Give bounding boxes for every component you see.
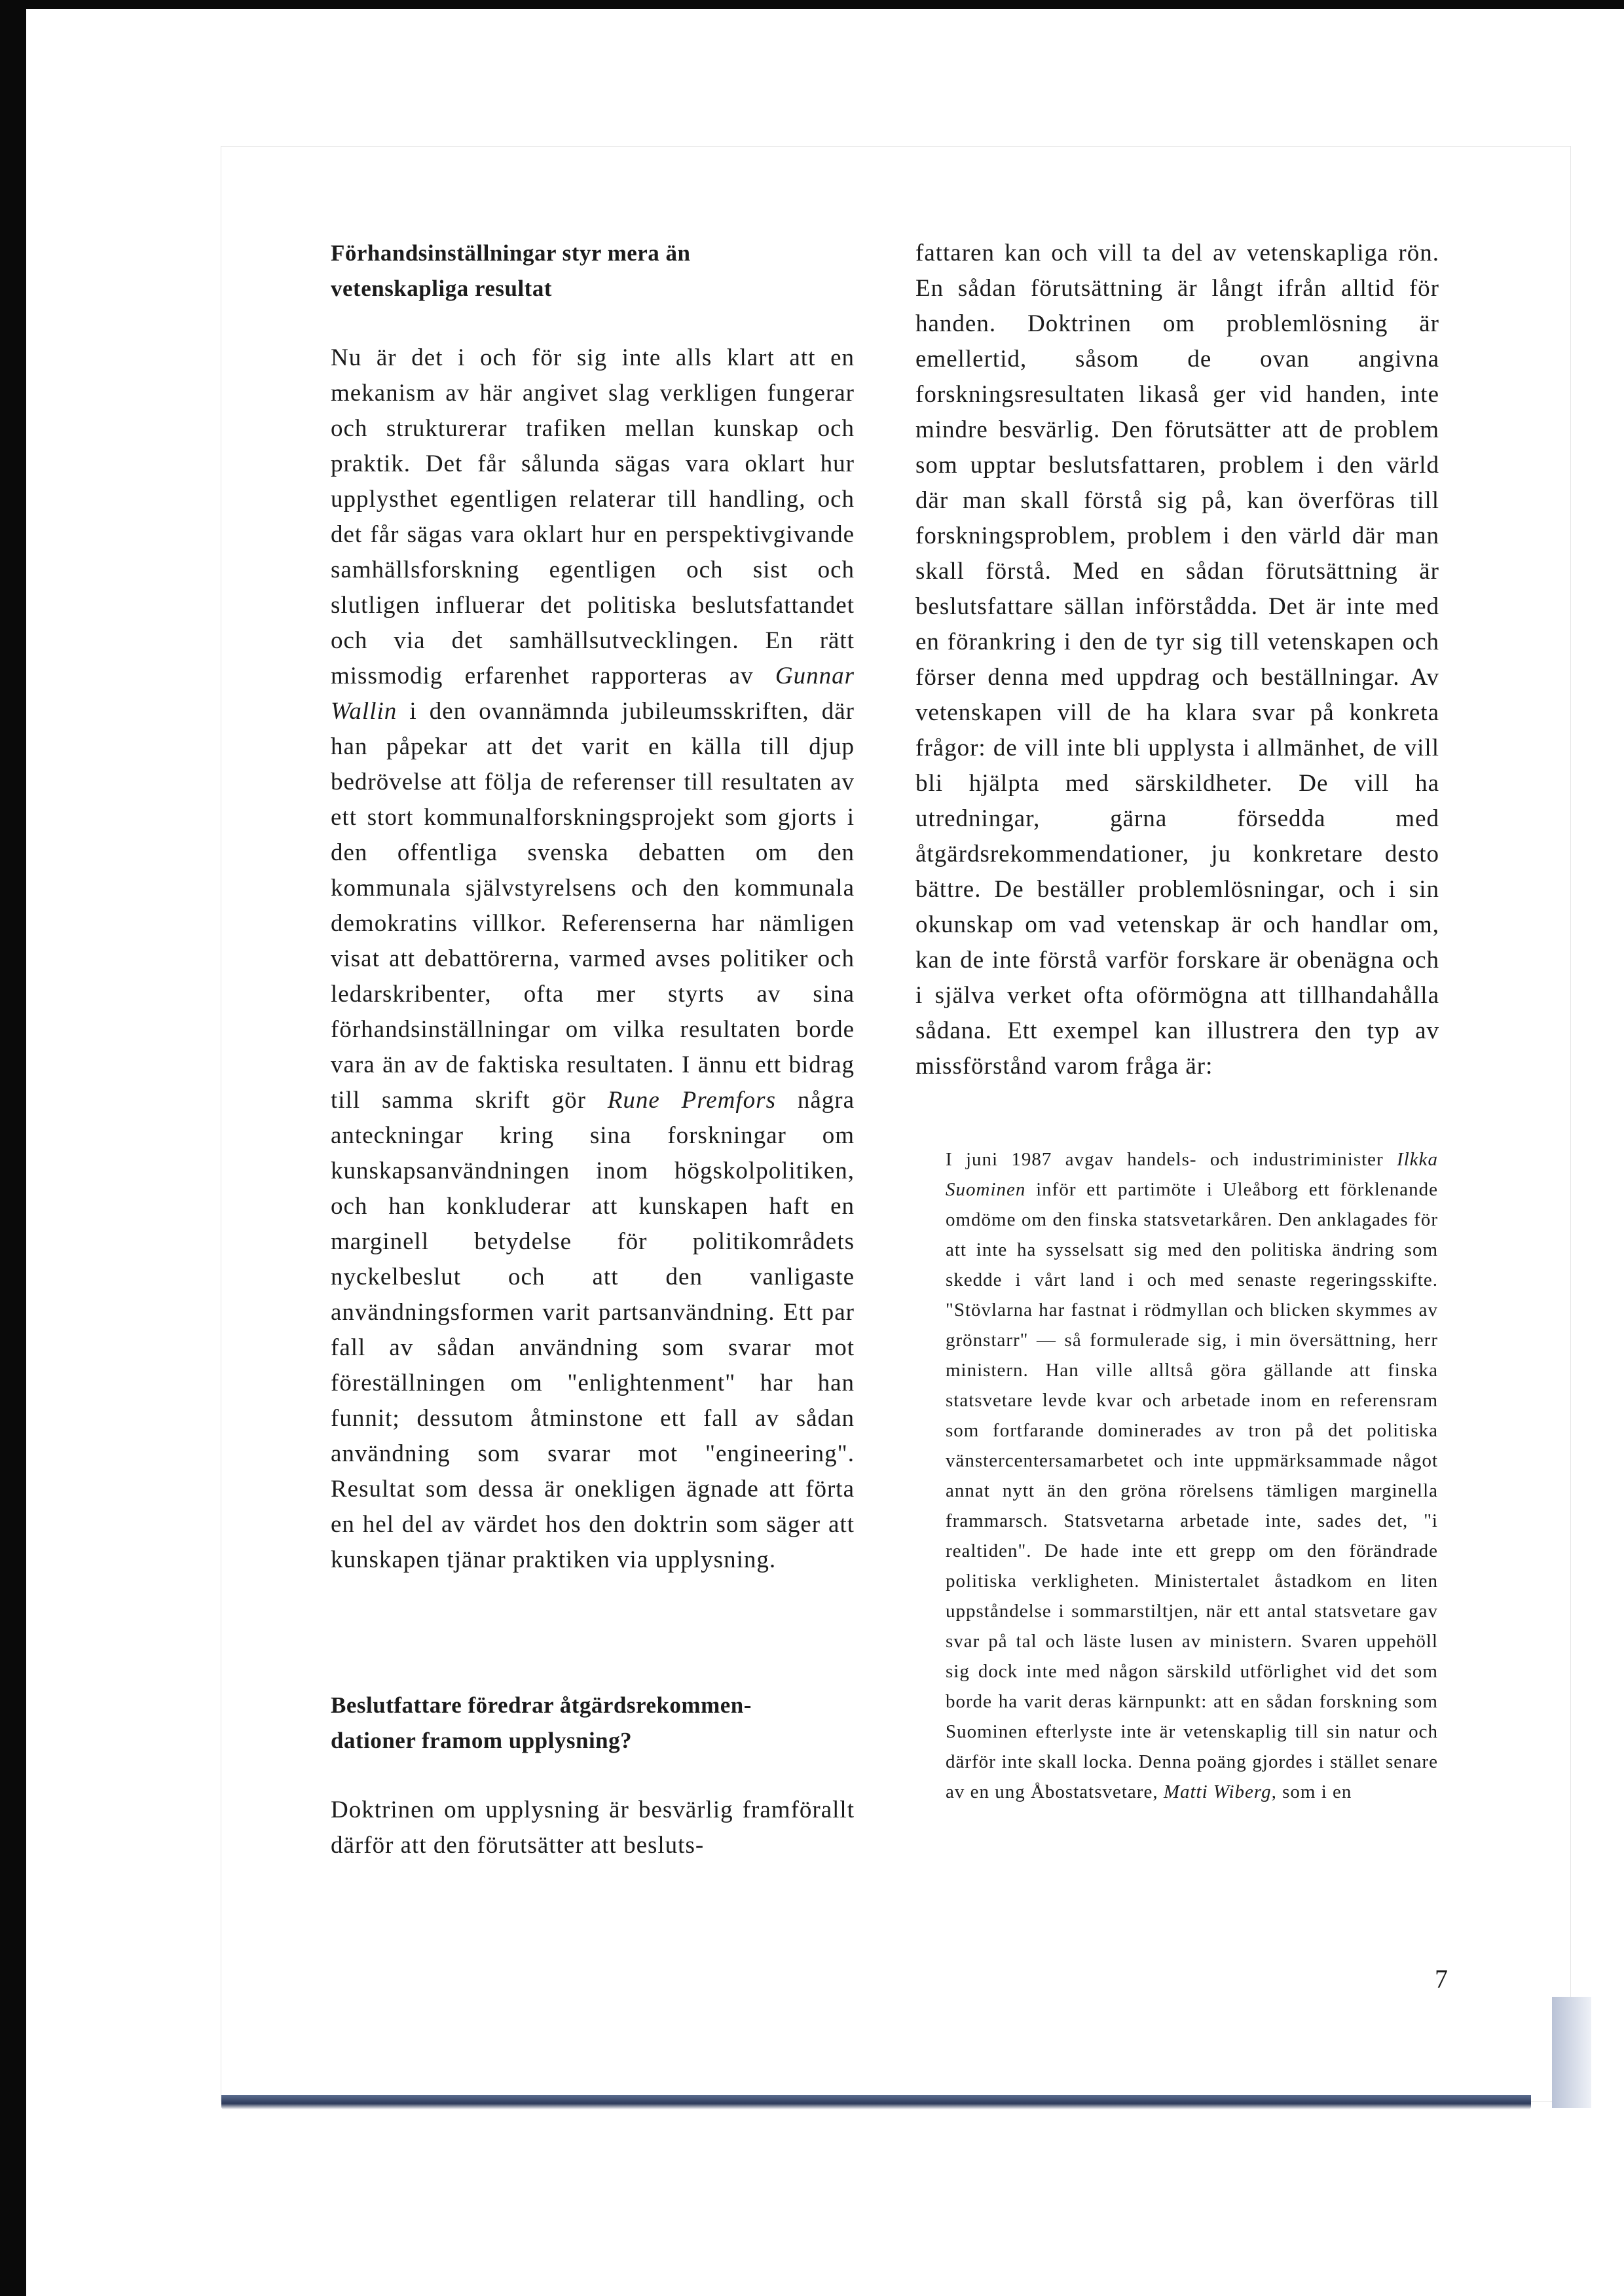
quoted-block [915, 1144, 1439, 1807]
scanner-edge-left [0, 0, 26, 2296]
quote-name-suominen: Ilkka Suominen [946, 1149, 1438, 1200]
quote-part1: I juni 1987 avgav handels- och industriminister [946, 1149, 1384, 1170]
section2-paragraph: Doktrinen om upplysning är besvärlig framförallt därför att den förutsätter att besluts- [331, 1796, 855, 1859]
author-name-premfors: Rune Premfors [607, 1087, 776, 1114]
page-curl-shadow [1552, 1997, 1591, 2108]
right-column-paragraph: fattaren kan och vill ta del av vetenskapliga rön. En sådan förutsättning är långt ifrån alltid för handen. Doktrinen om problemlösning är emellertid, såsom de ovan angivna forskningsresultaten likaså ger vid handen, inte mindre besvärlig. Den förutsätter att de problem som upptar beslutsfattaren, problem i den värld där man skall förstå sig på, kan överföras till forskningsproblem, problem i den värld där man skall förstå. Med en sådan förutsättning är beslutsfattare sällan införstådda. Det är inte med en förankring i den de tyr sig till vetenskapen och förser denna med uppdrag och beställningar. Av vetenskapen vill de ha klara svar på konkreta frågor: de vill inte bli upplysta i allmänhet, de vill bli hjälpta med särskildheter. De vill ha utredningar, gärna försedda med åtgärdsrekommendationer, ju konkretare desto bättre. De beställer problemlösningar, och i sin okunskap om vad vetenskap är och handlar om, kan de inte förstå varför forskare är obenägna och i själva verket ofta oförmögna att tillhandahålla sådana. Ett exempel kan illustrera den typ av missförstånd varom fråga är: [915, 240, 1439, 1080]
right-column [915, 236, 1439, 1807]
section1-heading [331, 236, 855, 306]
section2-heading [331, 1688, 855, 1758]
scanner-edge-top [0, 0, 1624, 9]
author-name-wallin: Gunnar Wallin [331, 663, 855, 725]
section1-paragraph-part2: i den ovannämnda jubileumsskriften, där han påpekar att det varit en källa till djup bedrövelse att följa de referenser till resultaten av ett stort kommunalforskningsprojekt som gjorts i den offentliga svenska debatten om den kommunala självstyrelsens och den kommunala demokratins villkor. Referenserna har nämligen visat att debattörerna, varmed avses politiker och ledarskribenter, ofta mer styrts av sina förhandsinställningar om vilka resultaten borde vara än av de faktiska resultaten. I ännu ett bidrag till samma skrift gör [331, 698, 855, 1114]
section2-heading-line2: dationer framom upplysning? [331, 1728, 633, 1753]
quote-name-wiberg: Matti Wiberg, [1163, 1781, 1277, 1802]
quote-paragraph [946, 1144, 1438, 1807]
page-number: 7 [1435, 1964, 1448, 1994]
section1-paragraph-part3: några anteckningar kring sina forskningar om kunskapsanvändningen inom högskolpolitiken, och han konkluderar att kunskapen haft en marginell betydelse för politikområdets nyckelbeslut och att den vanligaste användningsformen varit partsanvändning. Ett par fall av sådan användning som svarar mot föreställningen om "enlightenment" har han funnit; dessutom åtminstone ett fall av sådan användning som svarar mot "engineering". Resultat som dessa är onekligen ägnade att förta en hel del av värdet hos den doktrin som säger att kunskapen tjänar praktiken via upplysning. [331, 1087, 855, 1573]
section1-paragraph-part1: Nu är det i och för sig inte alls klart att en mekanism av här angivet slag verkligen fungerar och strukturerar trafiken mellan kunskap och praktik. Det får sålunda sägas vara oklart hur upplysthet egentligen relaterar till handling, och det får sägas vara oklart hur en perspektivgivande samhällsforskning egentligen och sist och slutligen influerar det politiska beslutsfattandet och via det samhällsutvecklingen. En rätt missmodig erfarenhet rapporteras av [331, 344, 855, 689]
quote-part3: som i en [1282, 1781, 1352, 1802]
section1-heading-line2: vetenskapliga resultat [331, 276, 552, 301]
section1-paragraph [331, 340, 855, 1578]
quote-part2: inför ett partimöte i Uleåborg ett förklenande omdöme om den finska statsvetarkåren. Den anklagades för att inte ha sysselsatt sig med den politiska ändring som skedde i vårt land i och med senaste regeringsskifte. "Stövlarna har fastnat i rödmyllan och blicken skymmes av grönstarr" — så formulerade sig, i min översättning, herr ministern. Han ville alltså göra gällande att finska statsvetare levde kvar och arbetade inom en referensram som fortfarande dominerades av tron på det politiska vänstercentersamarbetet och inte uppmärksammade något annat nytt än den gröna rörelsens tämligen marginella frammarsch. Statsvetarna arbetade inte, sades det, "i realtiden". De hade inte ett grepp om den förändrade politiska verkligheten. Ministertalet åstadkom en liten uppståndelse i sommarstiltjen, när ett antal statsvetare gav svar på tal och läste lusen av ministern. Svaren uppehöll sig dock inte med någon särskild utförlighet vid det som borde ha varit deras kärnpunkt: att en sådan forskning som Suominen efterlyste inte är vetenskaplig till sin natur och därför inte skall locka. Denna poäng gjordes i stället senare av en ung Åbostatsvetare, [946, 1179, 1438, 1802]
section1-heading-line1: Förhandsinställningar styr mera än [331, 240, 691, 266]
left-column [331, 236, 855, 1863]
section2-heading-line1: Beslutfattare föredrar åtgärdsrekommen- [331, 1692, 752, 1718]
page-bottom-edge [221, 2095, 1531, 2109]
